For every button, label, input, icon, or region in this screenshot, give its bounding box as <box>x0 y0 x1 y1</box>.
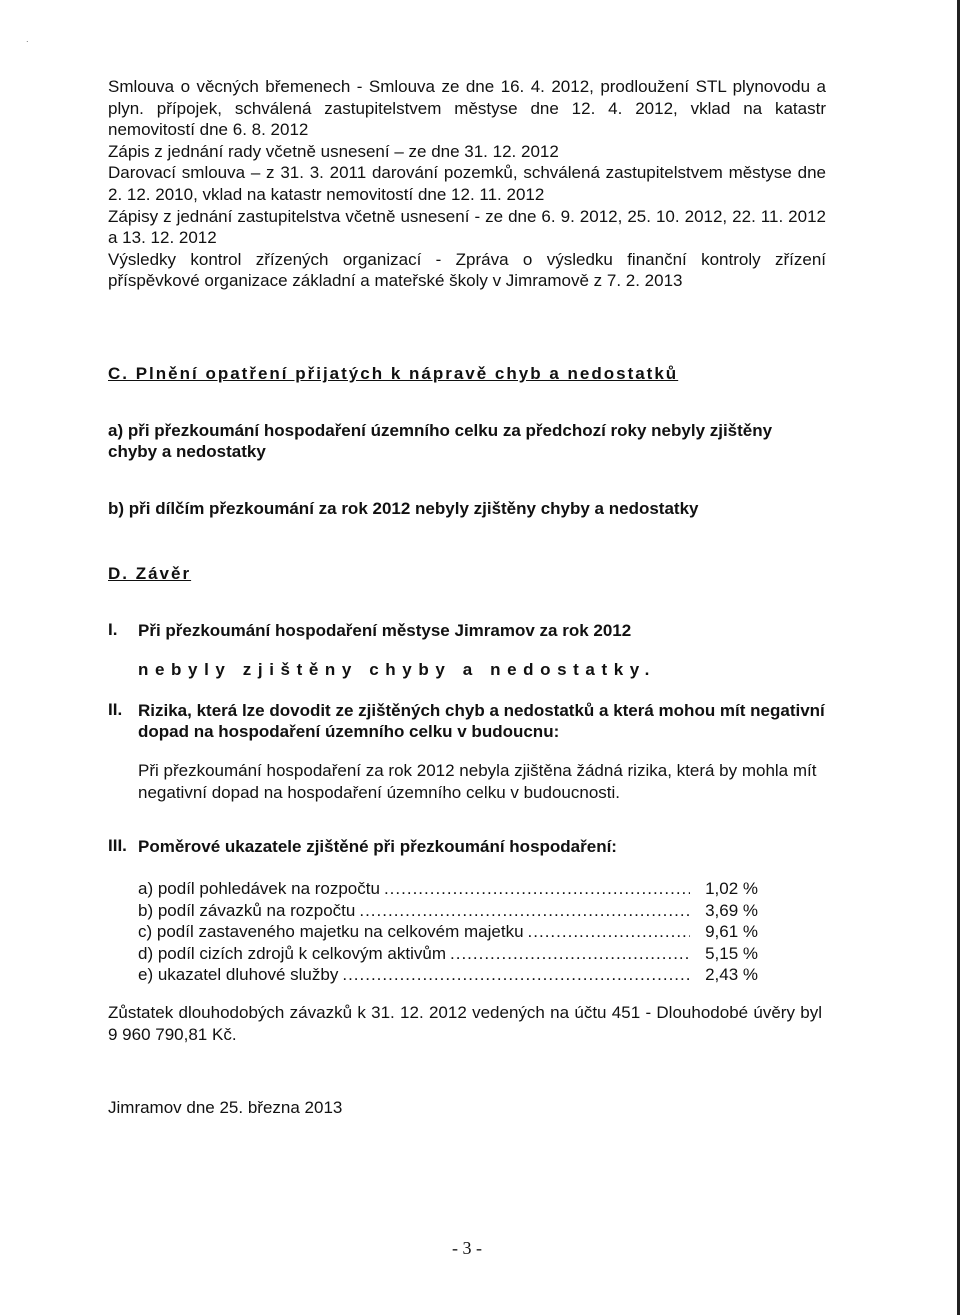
section-d-heading: D. Závěr <box>108 564 192 583</box>
indicator-row <box>138 900 758 922</box>
indicator-row <box>138 878 758 900</box>
indicator-value: 3,69 % <box>705 900 758 920</box>
section-c-heading: C. Plnění opatření přijatých k nápravě chyb a nedostatků <box>108 364 679 383</box>
risk-paragraph: Při přezkoumání hospodaření za rok 2012 nebyla zjištěna žádná rizika, která by mohla mít negativní dopad na hospodaření územního celku v budoucnosti. <box>138 761 817 802</box>
indicator-row <box>138 964 758 986</box>
indicator-label: e) ukazatel dluhové služby <box>138 965 339 985</box>
roman-iii-text: Poměrové ukazatele zjištěné při přezkoumání hospodaření: <box>138 837 617 856</box>
conclusion-statement: nebyly zjištěny chyby a nedostatky. <box>138 660 656 679</box>
leader-dots <box>359 900 690 922</box>
scan-mark: ˙ <box>26 40 30 52</box>
balance-paragraph: Zůstatek dlouhodobých závazků k 31. 12. 2012 vedených na účtu 451 - Dlouhodobé úvěry byl 9 960 790,81 Kč. <box>108 1003 822 1044</box>
roman-i-text: Při přezkoumání hospodaření městyse Jimramov za rok 2012 <box>138 621 632 640</box>
indicator-value: 1,02 % <box>705 879 758 898</box>
page-number: - 3 - <box>452 1238 482 1258</box>
paragraph-b: b) při dílčím přezkoumání za rok 2012 nebyly zjištěny chyby a nedostatky <box>108 499 699 518</box>
indicator-value: 9,61 % <box>705 922 758 942</box>
place-date: Jimramov dne 25. března 2013 <box>108 1098 343 1117</box>
indicator-row <box>138 921 758 943</box>
indicator-label: c) podíl zastaveného majetku na celkovém majetku <box>138 922 524 942</box>
paragraph-a: a) při přezkoumání hospodaření územního celku za předchozí roky nebyly zjištěny chyby a nedostatky <box>108 421 773 461</box>
list-item: Výsledky kontrol zřízených organizací - Zpráva o výsledku finanční kontroly zřízení příspěvkové organizace základní a mateřské školy v Jimramově z 7. 2. 2013 <box>108 249 826 291</box>
indicator-row <box>138 943 758 965</box>
indicator-list <box>138 878 758 986</box>
list-item: Zápis z jednání rady včetně usnesení – ze dne 31. 12. 2012 <box>108 141 559 161</box>
leader-dots <box>384 878 690 900</box>
list-item: Zápisy z jednání zastupitelstva včetně usnesení - ze dne 6. 9. 2012, 25. 10. 2012, 22. 11. 2012 a 13. 12. 2012 <box>108 206 826 248</box>
indicator-value: 2,43 % <box>705 965 758 985</box>
leader-dots <box>450 943 690 965</box>
leader-dots <box>342 964 690 986</box>
indicator-label: d) podíl cizích zdrojů k celkovým aktivům <box>138 943 446 963</box>
indicator-label: a) podíl pohledávek na rozpočtu <box>138 879 380 898</box>
indicator-label: b) podíl závazků na rozpočtu <box>138 900 356 920</box>
roman-iii-number: III. <box>108 836 127 855</box>
leader-dots <box>528 921 690 943</box>
document-list <box>108 76 826 292</box>
roman-i-number: I. <box>108 620 118 639</box>
list-item: Smlouva o věcných břemenech - Smlouva ze dne 16. 4. 2012, prodloužení STL plynovodu a plyn. přípojek, schválená zastupitelstvem městyse dne 12. 4. 2012, vklad na katastr nemovitostí dne 6. 8. 2012 <box>108 77 826 140</box>
roman-ii-number: II. <box>108 700 123 719</box>
indicator-value: 5,15 % <box>705 943 758 963</box>
list-item: Darovací smlouva – z 31. 3. 2011 darování pozemků, schválená zastupitelstvem městyse dne 2. 12. 2010, vklad na katastr nemovitostí dne 12. 11. 2012 <box>108 163 826 204</box>
roman-ii-text: Rizika, která lze dovodit ze zjištěných chyb a nedostatků a která mohou mít negativní dopad na hospodaření územního celku v budoucnu: <box>138 701 825 741</box>
